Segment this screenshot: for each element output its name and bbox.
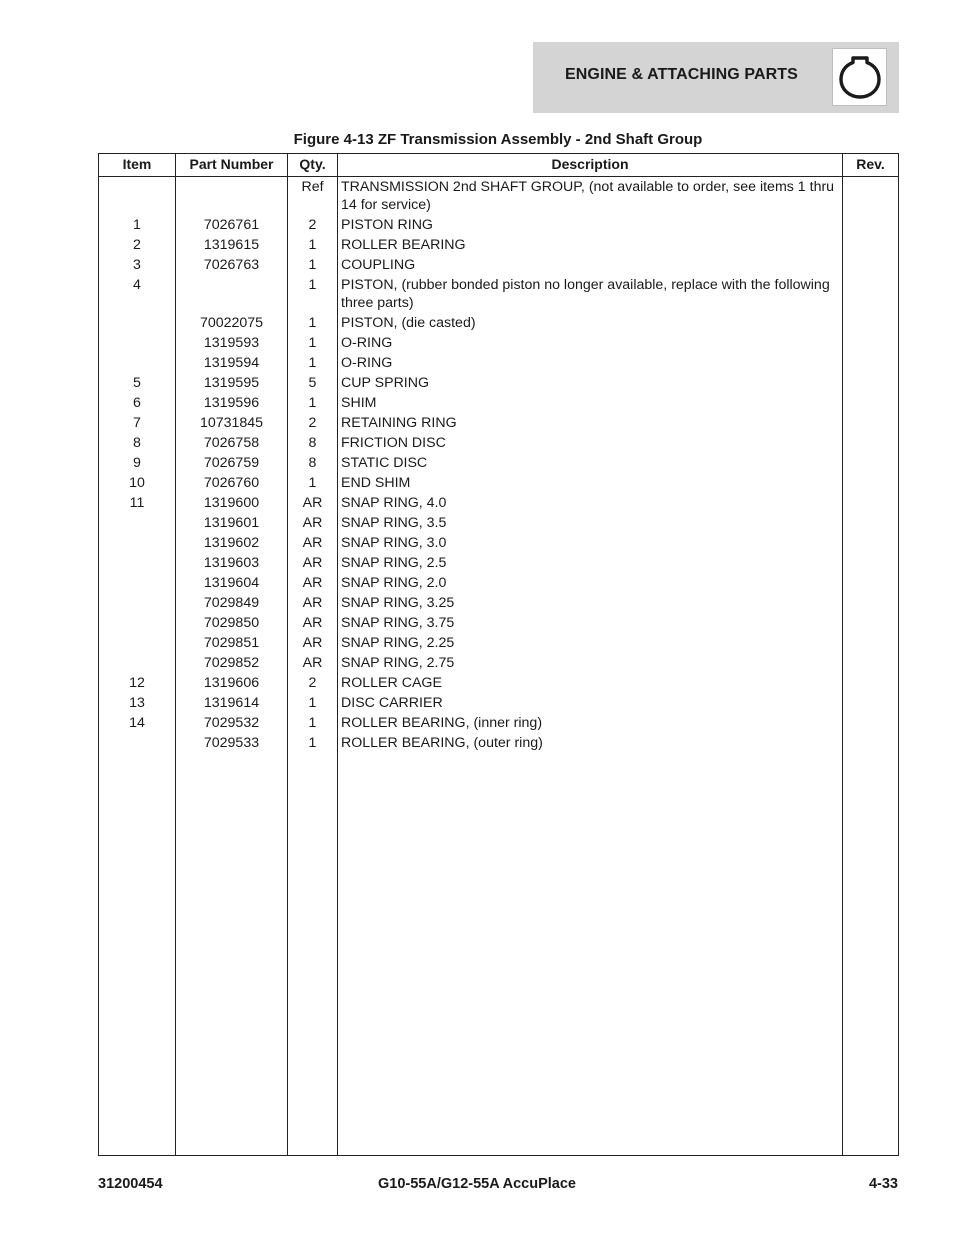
description-cell: SNAP RING, 2.25 [341, 635, 455, 651]
part-number-cell: 1319593 [203, 335, 260, 351]
item-cell: 8 [133, 435, 141, 451]
qty-cell: 2 [308, 415, 317, 431]
table-row [99, 235, 898, 255]
item-cell: 4 [133, 277, 141, 293]
part-number-cell: 1319603 [203, 555, 260, 571]
qty-cell: 1 [308, 395, 317, 411]
item-cell: 6 [133, 395, 141, 411]
description-cell: SNAP RING, 2.75 [341, 655, 455, 671]
description-cell: SNAP RING, 4.0 [341, 495, 447, 511]
item-cell: 5 [133, 375, 141, 391]
part-number-cell: 7029850 [203, 615, 260, 631]
qty-cell: Ref [301, 179, 324, 195]
item-cell: 13 [129, 695, 145, 711]
model-name: G10-55A/G12-55A AccuPlace [377, 1176, 576, 1192]
item-cell: 7 [133, 415, 141, 431]
qty-cell: AR [302, 575, 323, 591]
description-cell: SNAP RING, 2.5 [341, 555, 447, 571]
part-number-cell: 7029849 [203, 595, 260, 611]
qty-cell: 1 [308, 355, 317, 371]
description-cell: TRANSMISSION 2nd SHAFT GROUP, (not available to order, see items 1 thru 14 for service) [341, 179, 835, 213]
description-cell: END SHIM [341, 475, 411, 491]
table-row [99, 393, 898, 413]
part-number-cell: 1319600 [203, 495, 260, 511]
description-cell: STATIC DISC [341, 455, 428, 471]
part-number-cell: 7026761 [203, 217, 260, 233]
qty-cell: 1 [308, 735, 317, 751]
figure-title: Figure 4-13 ZF Transmission Assembly - 2nd Shaft Group [293, 131, 703, 148]
table-row [99, 533, 898, 553]
part-number-cell: 7026759 [203, 455, 260, 471]
description-cell: SNAP RING, 3.75 [341, 615, 455, 631]
table-row [99, 593, 898, 613]
table-row [99, 433, 898, 453]
item-cell: 3 [133, 257, 141, 273]
column-header-qty: Qty. [299, 156, 326, 172]
part-number-cell: 1319596 [203, 395, 260, 411]
column-header-rev: Rev. [856, 156, 885, 172]
description-cell: CUP SPRING [341, 375, 430, 391]
qty-cell: AR [302, 635, 323, 651]
description-cell: O-RING [341, 355, 393, 371]
item-cell: 11 [129, 495, 145, 511]
table-row [99, 473, 898, 493]
qty-cell: AR [302, 615, 323, 631]
description-cell: ROLLER BEARING [341, 237, 466, 253]
table-row [99, 733, 898, 753]
table-row [99, 333, 898, 353]
table-row [99, 573, 898, 593]
qty-cell: 2 [308, 675, 317, 691]
part-number-cell: 1319615 [203, 237, 260, 253]
description-cell: COUPLING [341, 257, 416, 273]
description-cell: FRICTION DISC [341, 435, 446, 451]
table-row [99, 177, 898, 215]
qty-cell: 8 [308, 455, 317, 471]
qty-cell: 1 [308, 695, 317, 711]
part-number-cell: 1319595 [203, 375, 260, 391]
description-cell: DISC CARRIER [341, 695, 443, 711]
table-row [99, 693, 898, 713]
item-cell: 10 [129, 475, 145, 491]
item-cell: 2 [133, 237, 141, 253]
description-cell: PISTON RING [341, 217, 433, 233]
table-row [99, 653, 898, 673]
table-row [99, 373, 898, 393]
description-cell: O-RING [341, 335, 393, 351]
qty-cell: AR [302, 555, 323, 571]
part-number-cell: 70022075 [199, 315, 264, 331]
part-number-cell: 1319604 [203, 575, 260, 591]
qty-cell: 1 [308, 715, 317, 731]
description-cell: PISTON, (die casted) [341, 315, 476, 331]
table-row [99, 413, 898, 433]
description-cell: PISTON, (rubber bonded piston no longer available, replace with the following three parts) [341, 277, 830, 311]
part-number-cell: 1319614 [203, 695, 260, 711]
part-number-cell: 1319594 [203, 355, 260, 371]
table-row [99, 613, 898, 633]
table-row [99, 633, 898, 653]
part-number-cell: 7026758 [203, 435, 260, 451]
qty-cell: 1 [308, 315, 317, 331]
table-row [99, 275, 898, 313]
part-number-cell: 7029532 [203, 715, 260, 731]
part-number-cell: 7029852 [203, 655, 260, 671]
part-number-cell: 1319601 [203, 515, 260, 531]
column-header-item: Item [122, 156, 152, 172]
section-title: ENGINE & ATTACHING PARTS [565, 66, 798, 83]
qty-cell: AR [302, 595, 323, 611]
table-row [99, 513, 898, 533]
qty-cell: AR [302, 495, 323, 511]
qty-cell: AR [302, 515, 323, 531]
part-number-cell: 7026763 [203, 257, 260, 273]
qty-cell: 2 [308, 217, 317, 233]
part-number-cell: 10731845 [199, 415, 264, 431]
column-header-description: Description [551, 156, 629, 172]
description-cell: SNAP RING, 3.0 [341, 535, 447, 551]
item-cell: 12 [129, 675, 145, 691]
table-row [99, 353, 898, 373]
part-number-cell: 7029533 [203, 735, 260, 751]
table-row [99, 313, 898, 333]
description-cell: RETAINING RING [341, 415, 457, 431]
table-body [99, 177, 898, 753]
qty-cell: 1 [308, 335, 317, 351]
table-row [99, 493, 898, 513]
engine-icon [832, 48, 887, 106]
table-row [99, 215, 898, 235]
part-number-cell: 7026760 [203, 475, 260, 491]
document-number: 31200454 [98, 1176, 163, 1192]
qty-cell: AR [302, 535, 323, 551]
table-row [99, 553, 898, 573]
description-cell: ROLLER BEARING, (outer ring) [341, 735, 543, 751]
qty-cell: AR [302, 655, 323, 671]
column-header-part-number: Part Number [189, 156, 274, 172]
table-row [99, 453, 898, 473]
part-number-cell: 1319602 [203, 535, 260, 551]
table-row [99, 673, 898, 693]
qty-cell: 5 [308, 375, 317, 391]
part-number-cell: 1319606 [203, 675, 260, 691]
description-cell: SNAP RING, 3.25 [341, 595, 455, 611]
description-cell: ROLLER CAGE [341, 675, 442, 691]
item-cell: 9 [133, 455, 141, 471]
qty-cell: 1 [308, 475, 317, 491]
qty-cell: 1 [308, 277, 317, 293]
qty-cell: 1 [308, 257, 317, 273]
table-row [99, 713, 898, 733]
item-cell: 1 [133, 217, 141, 233]
description-cell: SNAP RING, 2.0 [341, 575, 447, 591]
item-cell: 14 [129, 715, 145, 731]
parts-table [98, 153, 899, 1156]
description-cell: ROLLER BEARING, (inner ring) [341, 715, 543, 731]
section-header [533, 42, 899, 113]
table-row [99, 255, 898, 275]
qty-cell: 8 [308, 435, 317, 451]
qty-cell: 1 [308, 237, 317, 253]
description-cell: SHIM [341, 395, 377, 411]
part-number-cell: 7029851 [203, 635, 260, 651]
page-number: 4-33 [868, 1176, 898, 1192]
description-cell: SNAP RING, 3.5 [341, 515, 447, 531]
